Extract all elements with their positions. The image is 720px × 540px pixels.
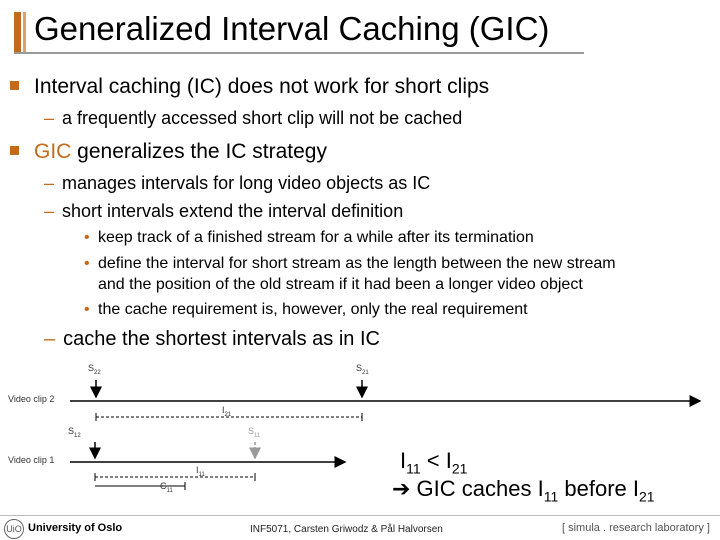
footer-lab: [ simula . research laboratory ]: [562, 522, 710, 534]
dash-bullet: –: [44, 108, 55, 128]
bullet-text: Interval caching (IC) does not work for short clips: [34, 75, 490, 98]
result-inequality: $I_{11} < I_{21}$: [400, 448, 468, 477]
c11-label: $C_{11}$: [160, 481, 173, 494]
bullet-level2: [44, 328, 380, 351]
dot-bullet: •: [84, 255, 90, 272]
bullet-level1: [34, 140, 327, 164]
slide-title: Generalized Interval Caching (GIC): [34, 10, 550, 47]
bullet-level1: [34, 75, 489, 99]
clip2-label: Video clip 2: [8, 394, 55, 404]
bullet-level3: [84, 301, 528, 319]
s22-label: $S_{22}$: [88, 363, 101, 376]
s21-label: $S_{21}$: [356, 363, 369, 376]
footer-course: INF5071, Carsten Griwodz & Pål Halvorsen: [250, 524, 443, 535]
clip1-label: Video clip 1: [8, 455, 55, 465]
bullet-level3: [84, 229, 534, 247]
i11-label: $I_{11}$: [196, 465, 205, 478]
bullet-text: generalizes the IC strategy: [71, 140, 327, 163]
bullet-level2: [44, 201, 403, 222]
footer-divider: [0, 515, 720, 516]
bullet-text: short intervals extend the interval definition: [62, 201, 404, 221]
square-bullet-icon: [10, 81, 19, 90]
bullet-text: cache the shortest intervals as in IC: [63, 328, 380, 350]
dash-bullet: –: [44, 201, 55, 221]
bullet-level3: [84, 255, 616, 273]
s11-label: $S_{11}$: [248, 426, 261, 439]
title-accent-bar: [14, 12, 21, 52]
slide-title-bar: [14, 8, 604, 52]
bullet-text: define the interval for short stream as the length between the new stream: [98, 255, 616, 272]
arrow-icon: ➔: [392, 476, 411, 501]
bullet-text: and the position of the old stream if it had been a longer video object: [98, 276, 583, 293]
result-conclusion: ➔ GIC caches $I_{11}$ before $I_{21}$: [392, 476, 655, 505]
bullet-text: manages intervals for long video objects as IC: [62, 173, 431, 193]
bullet-text: keep track of a finished stream for a while after its termination: [98, 229, 534, 246]
bullet-text: a frequently accessed short clip will not be cached: [62, 108, 463, 128]
bullet-level2: [44, 108, 462, 129]
title-accent-bar-thin: [23, 12, 26, 52]
i21-label: $I_{21}$: [222, 405, 232, 418]
university-seal-icon: UiO: [4, 519, 24, 539]
title-underline: [14, 52, 584, 54]
gic-highlight: GIC: [34, 140, 72, 163]
footer-university: University of Oslo: [28, 522, 123, 534]
bullet-level3-continuation: [98, 276, 583, 294]
dot-bullet: •: [84, 229, 90, 246]
bullet-text: the cache requirement is, however, only the real requirement: [98, 301, 528, 318]
square-bullet-icon: [10, 146, 19, 155]
dash-bullet: –: [44, 173, 55, 193]
dot-bullet: •: [84, 301, 90, 318]
s12-label: $S_{12}$: [68, 426, 81, 439]
dash-bullet: –: [44, 328, 56, 350]
bullet-level2: [44, 173, 430, 194]
